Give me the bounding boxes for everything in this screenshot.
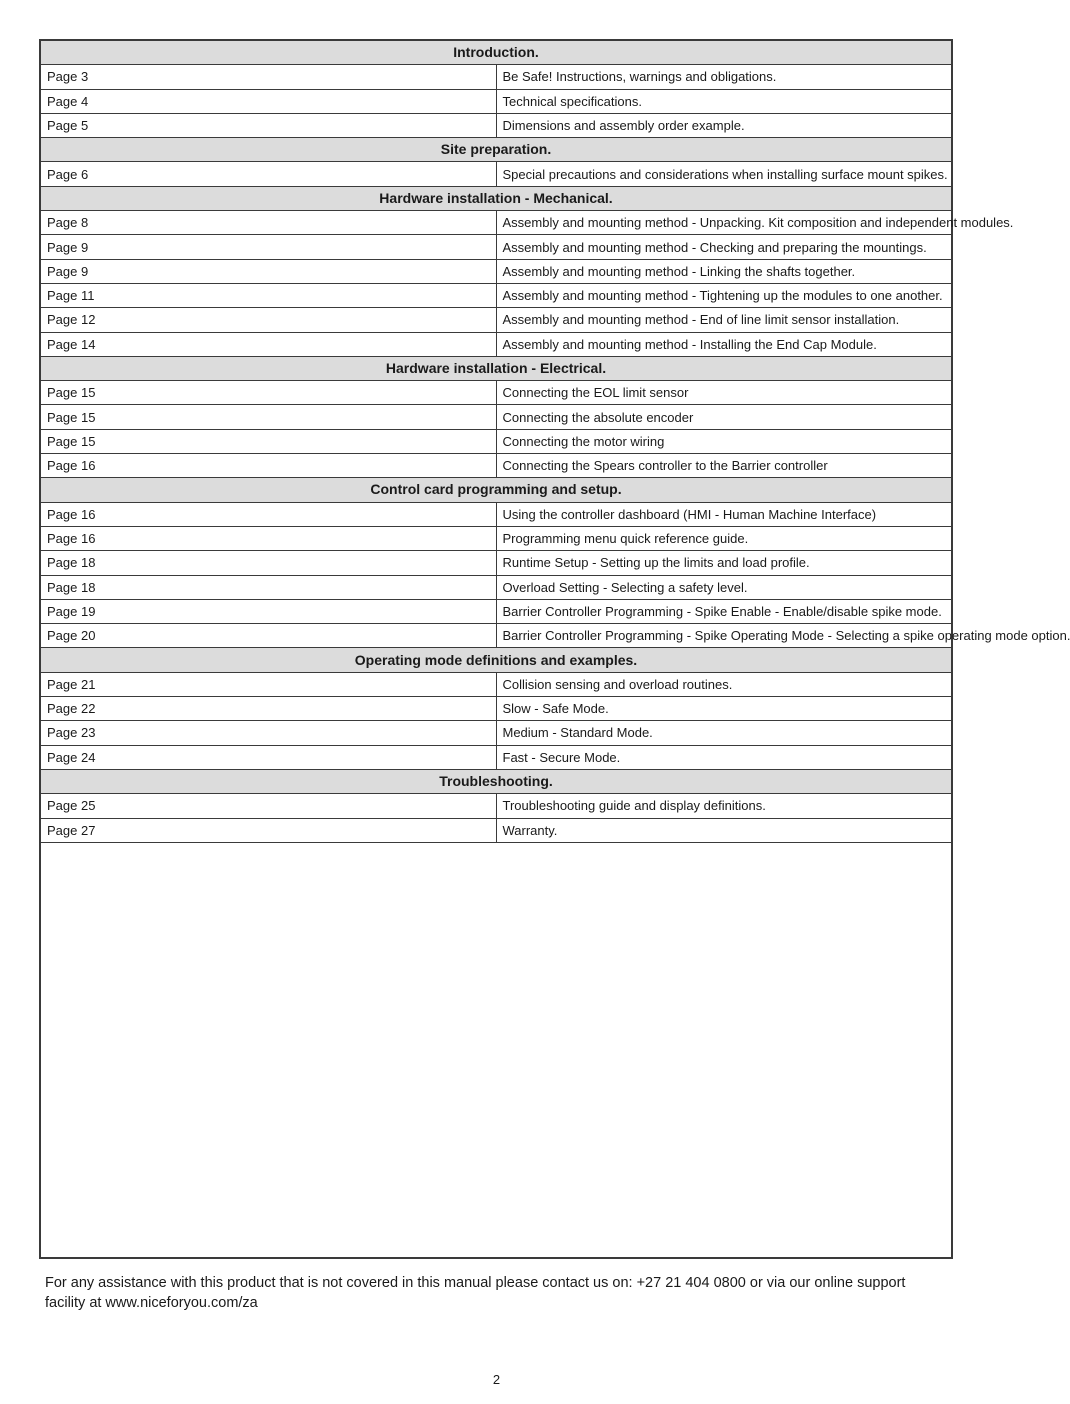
section-heading: Hardware installation - Electrical. <box>41 356 951 380</box>
toc-entry-row <box>41 454 951 478</box>
entry-title: Assembly and mounting method - Linking the shafts together. <box>496 259 951 283</box>
toc-entry-row <box>41 794 951 818</box>
toc-entry-row <box>41 283 951 307</box>
toc-entry-row <box>41 211 951 235</box>
toc-table <box>41 41 1070 843</box>
entry-title: Connecting the motor wiring <box>496 429 951 453</box>
entry-title: Barrier Controller Programming - Spike Enable - Enable/disable spike mode. <box>496 599 951 623</box>
toc-entry-row <box>41 745 951 769</box>
toc-section-row <box>41 648 951 672</box>
entry-title: Be Safe! Instructions, warnings and obligations. <box>496 65 951 89</box>
entry-title: Collision sensing and overload routines. <box>496 672 951 696</box>
toc-section-row <box>41 769 951 793</box>
toc-entry-row <box>41 599 951 623</box>
toc-entry-row <box>41 697 951 721</box>
toc-section-row <box>41 478 951 502</box>
toc-entry-row <box>41 526 951 550</box>
entry-title: Assembly and mounting method - End of line limit sensor installation. <box>496 308 951 332</box>
entry-page: Page 15 <box>41 381 496 405</box>
section-heading: Operating mode definitions and examples. <box>41 648 951 672</box>
entry-title: Connecting the absolute encoder <box>496 405 951 429</box>
toc-entry-row <box>41 672 951 696</box>
contact-line-2: facility at www.niceforyou.com/za <box>45 1295 258 1311</box>
table-of-contents <box>39 39 1070 1259</box>
toc-entry-row <box>41 332 951 356</box>
toc-entry-row <box>41 235 951 259</box>
entry-page: Page 19 <box>41 599 496 623</box>
toc-entry-row <box>41 65 951 89</box>
entry-title: Barrier Controller Programming - Spike Operating Mode - Selecting a spike operating mode option. <box>496 624 951 648</box>
entry-page: Page 16 <box>41 454 496 478</box>
entry-page: Page 18 <box>41 551 496 575</box>
entry-title: Medium - Standard Mode. <box>496 721 951 745</box>
toc-entry-row <box>41 113 951 137</box>
entry-title: Warranty. <box>496 818 951 842</box>
toc-entry-row <box>41 405 951 429</box>
section-heading: Troubleshooting. <box>41 769 951 793</box>
toc-entry-row <box>41 259 951 283</box>
toc-entry-row <box>41 818 951 842</box>
entry-page: Page 21 <box>41 672 496 696</box>
contact-notice <box>45 1273 955 1313</box>
entry-page: Page 24 <box>41 745 496 769</box>
toc-section-row <box>41 138 951 162</box>
entry-page: Page 27 <box>41 818 496 842</box>
section-heading: Site preparation. <box>41 138 951 162</box>
entry-title: Assembly and mounting method - Tightening up the modules to one another. <box>496 283 951 307</box>
entry-title: Technical specifications. <box>496 89 951 113</box>
entry-title: Runtime Setup - Setting up the limits and load profile. <box>496 551 951 575</box>
entry-page: Page 11 <box>41 283 496 307</box>
toc-entry-row <box>41 308 951 332</box>
entry-title: Overload Setting - Selecting a safety level. <box>496 575 951 599</box>
entry-title: Programming menu quick reference guide. <box>496 526 951 550</box>
toc-entry-row <box>41 429 951 453</box>
entry-page: Page 16 <box>41 526 496 550</box>
entry-page: Page 3 <box>41 65 496 89</box>
entry-title: Connecting the EOL limit sensor <box>496 381 951 405</box>
toc-section-row <box>41 41 951 65</box>
entry-page: Page 18 <box>41 575 496 599</box>
entry-page: Page 16 <box>41 502 496 526</box>
entry-page: Page 8 <box>41 211 496 235</box>
toc-entry-row <box>41 721 951 745</box>
entry-title: Connecting the Spears controller to the Barrier controller <box>496 454 951 478</box>
toc-entry-row <box>41 624 951 648</box>
entry-title: Using the controller dashboard (HMI - Human Machine Interface) <box>496 502 951 526</box>
entry-title: Special precautions and considerations when installing surface mount spikes. <box>496 162 951 186</box>
entry-page: Page 25 <box>41 794 496 818</box>
entry-page: Page 9 <box>41 259 496 283</box>
entry-page: Page 23 <box>41 721 496 745</box>
toc-entry-row <box>41 89 951 113</box>
entry-page: Page 6 <box>41 162 496 186</box>
entry-page: Page 5 <box>41 113 496 137</box>
entry-page: Page 22 <box>41 697 496 721</box>
entry-title: Dimensions and assembly order example. <box>496 113 951 137</box>
toc-section-row <box>41 186 951 210</box>
entry-title: Assembly and mounting method - Unpacking. Kit composition and independent modules. <box>496 211 951 235</box>
page-number: 2 <box>492 1372 501 1387</box>
entry-title: Fast - Secure Mode. <box>496 745 951 769</box>
entry-page: Page 12 <box>41 308 496 332</box>
toc-entry-row <box>41 575 951 599</box>
entry-page: Page 4 <box>41 89 496 113</box>
entry-title: Assembly and mounting method - Installing the End Cap Module. <box>496 332 951 356</box>
toc-entry-row <box>41 551 951 575</box>
entry-page: Page 15 <box>41 429 496 453</box>
toc-entry-row <box>41 162 951 186</box>
entry-title: Troubleshooting guide and display definitions. <box>496 794 951 818</box>
section-heading: Control card programming and setup. <box>41 478 951 502</box>
entry-title: Assembly and mounting method - Checking and preparing the mountings. <box>496 235 951 259</box>
contact-line-1: For any assistance with this product that is not covered in this manual please contact us on: +27 21 404 0800 or via our online support <box>45 1275 906 1291</box>
entry-page: Page 14 <box>41 332 496 356</box>
toc-section-row <box>41 356 951 380</box>
section-heading: Hardware installation - Mechanical. <box>41 186 951 210</box>
entry-page: Page 15 <box>41 405 496 429</box>
toc-entry-row <box>41 381 951 405</box>
section-heading: Introduction. <box>41 41 951 65</box>
entry-page: Page 20 <box>41 624 496 648</box>
entry-title: Slow - Safe Mode. <box>496 697 951 721</box>
toc-entry-row <box>41 502 951 526</box>
entry-page: Page 9 <box>41 235 496 259</box>
